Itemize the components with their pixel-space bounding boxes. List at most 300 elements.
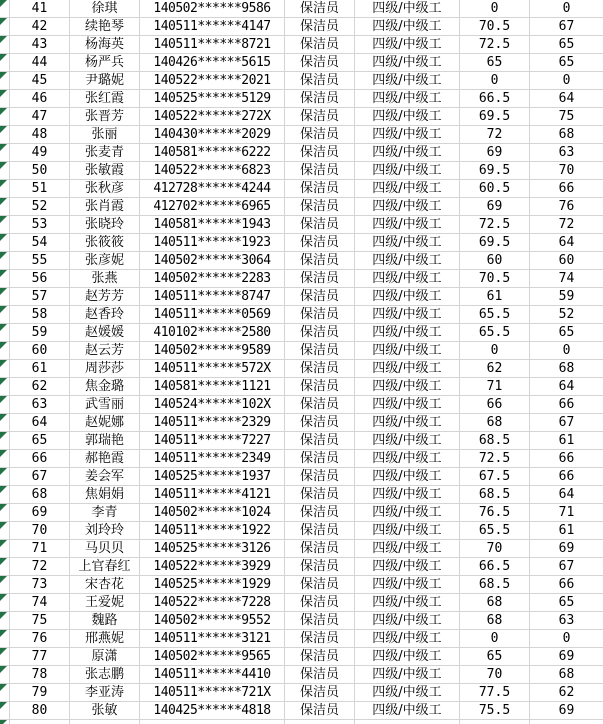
score-2-cell[interactable]: 66 (530, 450, 603, 468)
row-number-cell[interactable]: 54 (10, 234, 70, 252)
grade-level-cell[interactable]: 四级/中级工 (355, 216, 460, 234)
person-name-cell[interactable]: 刘玲玲 (70, 522, 140, 540)
score-2-cell[interactable]: 72 (530, 216, 603, 234)
occupation-cell[interactable]: 保洁员 (285, 540, 355, 558)
error-flag-cell[interactable] (0, 468, 10, 486)
occupation-cell[interactable]: 保洁员 (285, 396, 355, 414)
person-name-cell[interactable]: 原潇 (70, 648, 140, 666)
masked-id-cell[interactable]: 412728******4244 (140, 180, 285, 198)
masked-id-cell[interactable]: 140511******1923 (140, 234, 285, 252)
person-name-cell[interactable]: 续艳琴 (70, 18, 140, 36)
masked-id-cell[interactable]: 412702******6965 (140, 198, 285, 216)
row-number-cell[interactable]: 69 (10, 504, 70, 522)
grade-level-cell[interactable]: 四级/中级工 (355, 504, 460, 522)
masked-id-cell[interactable]: 140522******7228 (140, 594, 285, 612)
error-flag-cell[interactable] (0, 414, 10, 432)
row-number-cell[interactable]: 55 (10, 252, 70, 270)
person-name-cell[interactable]: 姜会军 (70, 468, 140, 486)
score-1-cell[interactable]: 68.5 (460, 486, 530, 504)
score-1-cell[interactable]: 66 (460, 396, 530, 414)
grade-level-cell[interactable]: 四级/中级工 (355, 666, 460, 684)
score-2-cell[interactable]: 68 (530, 360, 603, 378)
masked-id-cell[interactable]: 140525******5129 (140, 90, 285, 108)
person-name-cell[interactable]: 张肖霞 (70, 198, 140, 216)
occupation-cell[interactable] (285, 720, 355, 724)
score-2-cell[interactable]: 64 (530, 234, 603, 252)
masked-id-cell[interactable]: 140502******9552 (140, 612, 285, 630)
occupation-cell[interactable]: 保洁员 (285, 504, 355, 522)
score-2-cell[interactable]: 59 (530, 288, 603, 306)
person-name-cell[interactable]: 宋杏花 (70, 576, 140, 594)
score-2-cell[interactable]: 66 (530, 468, 603, 486)
score-2-cell[interactable]: 64 (530, 378, 603, 396)
error-flag-cell[interactable] (0, 522, 10, 540)
score-2-cell[interactable]: 61 (530, 522, 603, 540)
error-flag-cell[interactable] (0, 306, 10, 324)
row-number-cell[interactable]: 58 (10, 306, 70, 324)
grade-level-cell[interactable]: 四级/中级工 (355, 486, 460, 504)
person-name-cell[interactable]: 张晓玲 (70, 216, 140, 234)
grade-level-cell[interactable]: 四级/中级工 (355, 702, 460, 720)
occupation-cell[interactable]: 保洁员 (285, 432, 355, 450)
error-flag-cell[interactable] (0, 324, 10, 342)
masked-id-cell[interactable]: 140581******6222 (140, 144, 285, 162)
masked-id-cell[interactable]: 140522******6823 (140, 162, 285, 180)
row-number-cell[interactable]: 48 (10, 126, 70, 144)
score-1-cell[interactable]: 70.5 (460, 18, 530, 36)
occupation-cell[interactable]: 保洁员 (285, 576, 355, 594)
person-name-cell[interactable]: 邢燕妮 (70, 630, 140, 648)
row-number-cell[interactable]: 78 (10, 666, 70, 684)
error-flag-cell[interactable] (0, 486, 10, 504)
error-flag-cell[interactable] (0, 396, 10, 414)
row-number-cell[interactable]: 68 (10, 486, 70, 504)
error-flag-cell[interactable] (0, 90, 10, 108)
person-name-cell[interactable]: 徐琪 (70, 0, 140, 18)
score-1-cell[interactable]: 76.5 (460, 504, 530, 522)
error-flag-cell[interactable] (0, 648, 10, 666)
masked-id-cell[interactable]: 410102******2580 (140, 324, 285, 342)
occupation-cell[interactable]: 保洁员 (285, 612, 355, 630)
score-1-cell[interactable]: 70 (460, 666, 530, 684)
grade-level-cell[interactable]: 四级/中级工 (355, 468, 460, 486)
masked-id-cell[interactable]: 140502******9589 (140, 342, 285, 360)
masked-id-cell[interactable]: 140511******4121 (140, 486, 285, 504)
score-1-cell[interactable]: 68.5 (460, 576, 530, 594)
score-2-cell[interactable]: 66 (530, 180, 603, 198)
score-2-cell[interactable]: 61 (530, 432, 603, 450)
masked-id-cell[interactable]: 140511******0569 (140, 306, 285, 324)
score-1-cell[interactable]: 69.5 (460, 234, 530, 252)
occupation-cell[interactable]: 保洁员 (285, 594, 355, 612)
score-2-cell[interactable]: 74 (530, 270, 603, 288)
row-number-cell[interactable]: 63 (10, 396, 70, 414)
score-2-cell[interactable]: 52 (530, 306, 603, 324)
occupation-cell[interactable]: 保洁员 (285, 216, 355, 234)
masked-id-cell[interactable]: 140522******3929 (140, 558, 285, 576)
row-number-cell[interactable]: 64 (10, 414, 70, 432)
masked-id-cell[interactable]: 140511******4147 (140, 18, 285, 36)
grade-level-cell[interactable]: 四级/中级工 (355, 90, 460, 108)
score-1-cell[interactable]: 0 (460, 72, 530, 90)
score-1-cell[interactable]: 69.5 (460, 108, 530, 126)
row-number-cell[interactable]: 80 (10, 702, 70, 720)
score-1-cell[interactable]: 60 (460, 252, 530, 270)
score-1-cell[interactable]: 72.5 (460, 36, 530, 54)
masked-id-cell[interactable]: 140502******3064 (140, 252, 285, 270)
score-2-cell[interactable] (530, 720, 603, 724)
score-1-cell[interactable]: 65.5 (460, 522, 530, 540)
score-2-cell[interactable]: 63 (530, 612, 603, 630)
person-name-cell[interactable]: 张敏 (70, 702, 140, 720)
row-number-cell[interactable]: 59 (10, 324, 70, 342)
grade-level-cell[interactable]: 四级/中级工 (355, 288, 460, 306)
score-1-cell[interactable]: 68 (460, 612, 530, 630)
occupation-cell[interactable]: 保洁员 (285, 252, 355, 270)
row-number-cell[interactable]: 66 (10, 450, 70, 468)
score-2-cell[interactable]: 0 (530, 342, 603, 360)
grade-level-cell[interactable]: 四级/中级工 (355, 180, 460, 198)
masked-id-cell[interactable]: 140426******5615 (140, 54, 285, 72)
occupation-cell[interactable]: 保洁员 (285, 666, 355, 684)
row-number-cell[interactable]: 46 (10, 90, 70, 108)
person-name-cell[interactable]: 武雪丽 (70, 396, 140, 414)
person-name-cell[interactable]: 张丽 (70, 126, 140, 144)
occupation-cell[interactable]: 保洁员 (285, 468, 355, 486)
person-name-cell[interactable]: 赵妮娜 (70, 414, 140, 432)
occupation-cell[interactable]: 保洁员 (285, 144, 355, 162)
error-flag-cell[interactable] (0, 198, 10, 216)
row-number-cell[interactable]: 76 (10, 630, 70, 648)
grade-level-cell[interactable]: 四级/中级工 (355, 252, 460, 270)
score-1-cell[interactable]: 61 (460, 288, 530, 306)
person-name-cell[interactable]: 上官春红 (70, 558, 140, 576)
masked-id-cell[interactable]: 140430******2029 (140, 126, 285, 144)
occupation-cell[interactable]: 保洁员 (285, 288, 355, 306)
score-2-cell[interactable]: 69 (530, 648, 603, 666)
row-number-cell[interactable]: 45 (10, 72, 70, 90)
error-flag-cell[interactable] (0, 0, 10, 18)
row-number-cell[interactable]: 60 (10, 342, 70, 360)
occupation-cell[interactable]: 保洁员 (285, 342, 355, 360)
error-flag-cell[interactable] (0, 288, 10, 306)
grade-level-cell[interactable]: 四级/中级工 (355, 630, 460, 648)
score-1-cell[interactable]: 70.5 (460, 270, 530, 288)
error-flag-cell[interactable] (0, 378, 10, 396)
score-2-cell[interactable]: 68 (530, 126, 603, 144)
grade-level-cell[interactable]: 四级/中级工 (355, 234, 460, 252)
row-number-cell[interactable]: 42 (10, 18, 70, 36)
error-flag-cell[interactable] (0, 594, 10, 612)
person-name-cell[interactable]: 马贝贝 (70, 540, 140, 558)
score-2-cell[interactable]: 68 (530, 666, 603, 684)
grade-level-cell[interactable]: 四级/中级工 (355, 342, 460, 360)
occupation-cell[interactable]: 保洁员 (285, 324, 355, 342)
occupation-cell[interactable]: 保洁员 (285, 234, 355, 252)
grade-level-cell[interactable]: 四级/中级工 (355, 648, 460, 666)
occupation-cell[interactable]: 保洁员 (285, 558, 355, 576)
score-2-cell[interactable]: 66 (530, 396, 603, 414)
score-2-cell[interactable]: 75 (530, 108, 603, 126)
score-2-cell[interactable]: 63 (530, 144, 603, 162)
error-flag-cell[interactable] (0, 342, 10, 360)
person-name-cell[interactable]: 焦娟娟 (70, 486, 140, 504)
occupation-cell[interactable]: 保洁员 (285, 18, 355, 36)
row-number-cell[interactable]: 61 (10, 360, 70, 378)
row-number-cell[interactable]: 70 (10, 522, 70, 540)
error-flag-cell[interactable] (0, 684, 10, 702)
person-name-cell[interactable]: 张秋彦 (70, 180, 140, 198)
grade-level-cell[interactable]: 四级/中级工 (355, 270, 460, 288)
error-flag-cell[interactable] (0, 504, 10, 522)
score-2-cell[interactable]: 65 (530, 36, 603, 54)
row-number-cell[interactable]: 41 (10, 0, 70, 18)
score-2-cell[interactable]: 69 (530, 540, 603, 558)
score-2-cell[interactable]: 64 (530, 90, 603, 108)
masked-id-cell[interactable]: 140524******102X (140, 396, 285, 414)
occupation-cell[interactable]: 保洁员 (285, 54, 355, 72)
score-1-cell[interactable]: 65 (460, 648, 530, 666)
masked-id-cell[interactable]: 140425******4818 (140, 702, 285, 720)
score-2-cell[interactable]: 66 (530, 576, 603, 594)
masked-id-cell[interactable]: 140511******3121 (140, 630, 285, 648)
score-2-cell[interactable]: 0 (530, 72, 603, 90)
score-1-cell[interactable]: 72 (460, 126, 530, 144)
error-flag-cell[interactable] (0, 702, 10, 720)
occupation-cell[interactable]: 保洁员 (285, 684, 355, 702)
error-flag-cell[interactable] (0, 18, 10, 36)
score-1-cell[interactable]: 72.5 (460, 216, 530, 234)
score-1-cell[interactable]: 68 (460, 414, 530, 432)
occupation-cell[interactable]: 保洁员 (285, 270, 355, 288)
score-1-cell[interactable]: 68 (460, 594, 530, 612)
score-1-cell[interactable]: 65.5 (460, 306, 530, 324)
error-flag-cell[interactable] (0, 666, 10, 684)
masked-id-cell[interactable]: 140511******2329 (140, 414, 285, 432)
person-name-cell[interactable]: 张彦妮 (70, 252, 140, 270)
score-1-cell[interactable]: 68.5 (460, 432, 530, 450)
masked-id-cell[interactable]: 140511******721X (140, 684, 285, 702)
grade-level-cell[interactable]: 四级/中级工 (355, 522, 460, 540)
grade-level-cell[interactable]: 四级/中级工 (355, 18, 460, 36)
error-flag-cell[interactable] (0, 360, 10, 378)
score-2-cell[interactable]: 65 (530, 324, 603, 342)
masked-id-cell[interactable]: 140525******1937 (140, 468, 285, 486)
row-number-cell[interactable] (10, 720, 70, 724)
person-name-cell[interactable]: 李青 (70, 504, 140, 522)
score-2-cell[interactable]: 0 (530, 0, 603, 18)
score-1-cell[interactable]: 66.5 (460, 558, 530, 576)
score-1-cell[interactable] (460, 720, 530, 724)
row-number-cell[interactable]: 52 (10, 198, 70, 216)
score-2-cell[interactable]: 0 (530, 630, 603, 648)
error-flag-cell[interactable] (0, 576, 10, 594)
score-1-cell[interactable]: 67.5 (460, 468, 530, 486)
masked-id-cell[interactable]: 140511******4410 (140, 666, 285, 684)
row-number-cell[interactable]: 51 (10, 180, 70, 198)
person-name-cell[interactable]: 赵媛媛 (70, 324, 140, 342)
score-2-cell[interactable]: 71 (530, 504, 603, 522)
masked-id-cell[interactable]: 140522******272X (140, 108, 285, 126)
grade-level-cell[interactable]: 四级/中级工 (355, 360, 460, 378)
error-flag-cell[interactable] (0, 36, 10, 54)
grade-level-cell[interactable]: 四级/中级工 (355, 558, 460, 576)
occupation-cell[interactable]: 保洁员 (285, 414, 355, 432)
person-name-cell[interactable]: 赵云芳 (70, 342, 140, 360)
row-number-cell[interactable]: 75 (10, 612, 70, 630)
score-1-cell[interactable]: 65.5 (460, 324, 530, 342)
row-number-cell[interactable]: 72 (10, 558, 70, 576)
masked-id-cell[interactable]: 140511******8721 (140, 36, 285, 54)
row-number-cell[interactable]: 62 (10, 378, 70, 396)
row-number-cell[interactable]: 74 (10, 594, 70, 612)
score-1-cell[interactable]: 0 (460, 630, 530, 648)
error-flag-cell[interactable] (0, 234, 10, 252)
grade-level-cell[interactable]: 四级/中级工 (355, 126, 460, 144)
person-name-cell[interactable]: 张筱筱 (70, 234, 140, 252)
occupation-cell[interactable]: 保洁员 (285, 198, 355, 216)
occupation-cell[interactable]: 保洁员 (285, 306, 355, 324)
masked-id-cell[interactable]: 140581******1121 (140, 378, 285, 396)
occupation-cell[interactable]: 保洁员 (285, 648, 355, 666)
person-name-cell[interactable]: 张敏霞 (70, 162, 140, 180)
row-number-cell[interactable]: 56 (10, 270, 70, 288)
row-number-cell[interactable]: 65 (10, 432, 70, 450)
person-name-cell[interactable]: 杨海英 (70, 36, 140, 54)
row-number-cell[interactable]: 47 (10, 108, 70, 126)
occupation-cell[interactable]: 保洁员 (285, 630, 355, 648)
error-flag-cell[interactable] (0, 252, 10, 270)
grade-level-cell[interactable]: 四级/中级工 (355, 432, 460, 450)
error-flag-cell[interactable] (0, 612, 10, 630)
occupation-cell[interactable]: 保洁员 (285, 162, 355, 180)
score-1-cell[interactable]: 65 (460, 54, 530, 72)
score-2-cell[interactable]: 76 (530, 198, 603, 216)
person-name-cell[interactable]: 张麦青 (70, 144, 140, 162)
score-1-cell[interactable]: 77.5 (460, 684, 530, 702)
error-flag-cell[interactable] (0, 720, 10, 724)
score-1-cell[interactable]: 70 (460, 540, 530, 558)
score-1-cell[interactable]: 69 (460, 198, 530, 216)
grade-level-cell[interactable]: 四级/中级工 (355, 72, 460, 90)
person-name-cell[interactable]: 魏路 (70, 612, 140, 630)
occupation-cell[interactable]: 保洁员 (285, 108, 355, 126)
person-name-cell[interactable]: 张红霞 (70, 90, 140, 108)
error-flag-cell[interactable] (0, 162, 10, 180)
person-name-cell[interactable]: 赵芳芳 (70, 288, 140, 306)
person-name-cell[interactable]: 尹璐妮 (70, 72, 140, 90)
grade-level-cell[interactable]: 四级/中级工 (355, 540, 460, 558)
error-flag-cell[interactable] (0, 72, 10, 90)
row-number-cell[interactable]: 43 (10, 36, 70, 54)
row-number-cell[interactable]: 53 (10, 216, 70, 234)
grade-level-cell[interactable]: 四级/中级工 (355, 378, 460, 396)
score-1-cell[interactable]: 0 (460, 342, 530, 360)
person-name-cell[interactable]: 李亚涛 (70, 684, 140, 702)
score-1-cell[interactable]: 66.5 (460, 90, 530, 108)
score-2-cell[interactable]: 67 (530, 558, 603, 576)
score-2-cell[interactable]: 62 (530, 684, 603, 702)
occupation-cell[interactable]: 保洁员 (285, 450, 355, 468)
masked-id-cell[interactable]: 140525******3126 (140, 540, 285, 558)
score-1-cell[interactable]: 62 (460, 360, 530, 378)
masked-id-cell[interactable]: 140502******2283 (140, 270, 285, 288)
score-2-cell[interactable]: 60 (530, 252, 603, 270)
row-number-cell[interactable]: 49 (10, 144, 70, 162)
row-number-cell[interactable]: 50 (10, 162, 70, 180)
row-number-cell[interactable]: 79 (10, 684, 70, 702)
score-2-cell[interactable]: 67 (530, 414, 603, 432)
grade-level-cell[interactable]: 四级/中级工 (355, 0, 460, 18)
row-number-cell[interactable]: 44 (10, 54, 70, 72)
grade-level-cell[interactable]: 四级/中级工 (355, 414, 460, 432)
score-2-cell[interactable]: 65 (530, 54, 603, 72)
row-number-cell[interactable]: 77 (10, 648, 70, 666)
occupation-cell[interactable]: 保洁员 (285, 72, 355, 90)
masked-id-cell[interactable]: 140511******8747 (140, 288, 285, 306)
error-flag-cell[interactable] (0, 540, 10, 558)
score-2-cell[interactable]: 67 (530, 18, 603, 36)
occupation-cell[interactable]: 保洁员 (285, 522, 355, 540)
error-flag-cell[interactable] (0, 180, 10, 198)
row-number-cell[interactable]: 57 (10, 288, 70, 306)
error-flag-cell[interactable] (0, 54, 10, 72)
masked-id-cell[interactable]: 140502******1024 (140, 504, 285, 522)
grade-level-cell[interactable]: 四级/中级工 (355, 324, 460, 342)
grade-level-cell[interactable]: 四级/中级工 (355, 396, 460, 414)
person-name-cell[interactable]: 张晋芳 (70, 108, 140, 126)
score-2-cell[interactable]: 70 (530, 162, 603, 180)
score-2-cell[interactable]: 65 (530, 594, 603, 612)
person-name-cell[interactable]: 王爱妮 (70, 594, 140, 612)
row-number-cell[interactable]: 71 (10, 540, 70, 558)
grade-level-cell[interactable]: 四级/中级工 (355, 108, 460, 126)
occupation-cell[interactable]: 保洁员 (285, 360, 355, 378)
grade-level-cell[interactable]: 四级/中级工 (355, 198, 460, 216)
score-1-cell[interactable]: 69 (460, 144, 530, 162)
masked-id-cell[interactable]: 140511******572X (140, 360, 285, 378)
occupation-cell[interactable]: 保洁员 (285, 180, 355, 198)
score-1-cell[interactable]: 69.5 (460, 162, 530, 180)
grade-level-cell[interactable]: 四级/中级工 (355, 36, 460, 54)
grade-level-cell[interactable]: 四级/中级工 (355, 54, 460, 72)
person-name-cell[interactable]: 郭瑞艳 (70, 432, 140, 450)
score-1-cell[interactable]: 71 (460, 378, 530, 396)
person-name-cell[interactable]: 周莎莎 (70, 360, 140, 378)
grade-level-cell[interactable] (355, 720, 460, 724)
row-number-cell[interactable]: 73 (10, 576, 70, 594)
grade-level-cell[interactable]: 四级/中级工 (355, 576, 460, 594)
error-flag-cell[interactable] (0, 216, 10, 234)
grade-level-cell[interactable]: 四级/中级工 (355, 684, 460, 702)
person-name-cell[interactable]: 焦金璐 (70, 378, 140, 396)
occupation-cell[interactable]: 保洁员 (285, 36, 355, 54)
person-name-cell[interactable]: 赵香玲 (70, 306, 140, 324)
masked-id-cell[interactable]: 140502******9565 (140, 648, 285, 666)
masked-id-cell[interactable]: 140511******1922 (140, 522, 285, 540)
error-flag-cell[interactable] (0, 630, 10, 648)
masked-id-cell[interactable]: 140525******1929 (140, 576, 285, 594)
grade-level-cell[interactable]: 四级/中级工 (355, 594, 460, 612)
grade-level-cell[interactable]: 四级/中级工 (355, 144, 460, 162)
person-name-cell[interactable]: 张燕 (70, 270, 140, 288)
error-flag-cell[interactable] (0, 450, 10, 468)
grade-level-cell[interactable]: 四级/中级工 (355, 612, 460, 630)
occupation-cell[interactable]: 保洁员 (285, 126, 355, 144)
error-flag-cell[interactable] (0, 126, 10, 144)
masked-id-cell[interactable]: 140522******2021 (140, 72, 285, 90)
score-2-cell[interactable]: 69 (530, 702, 603, 720)
